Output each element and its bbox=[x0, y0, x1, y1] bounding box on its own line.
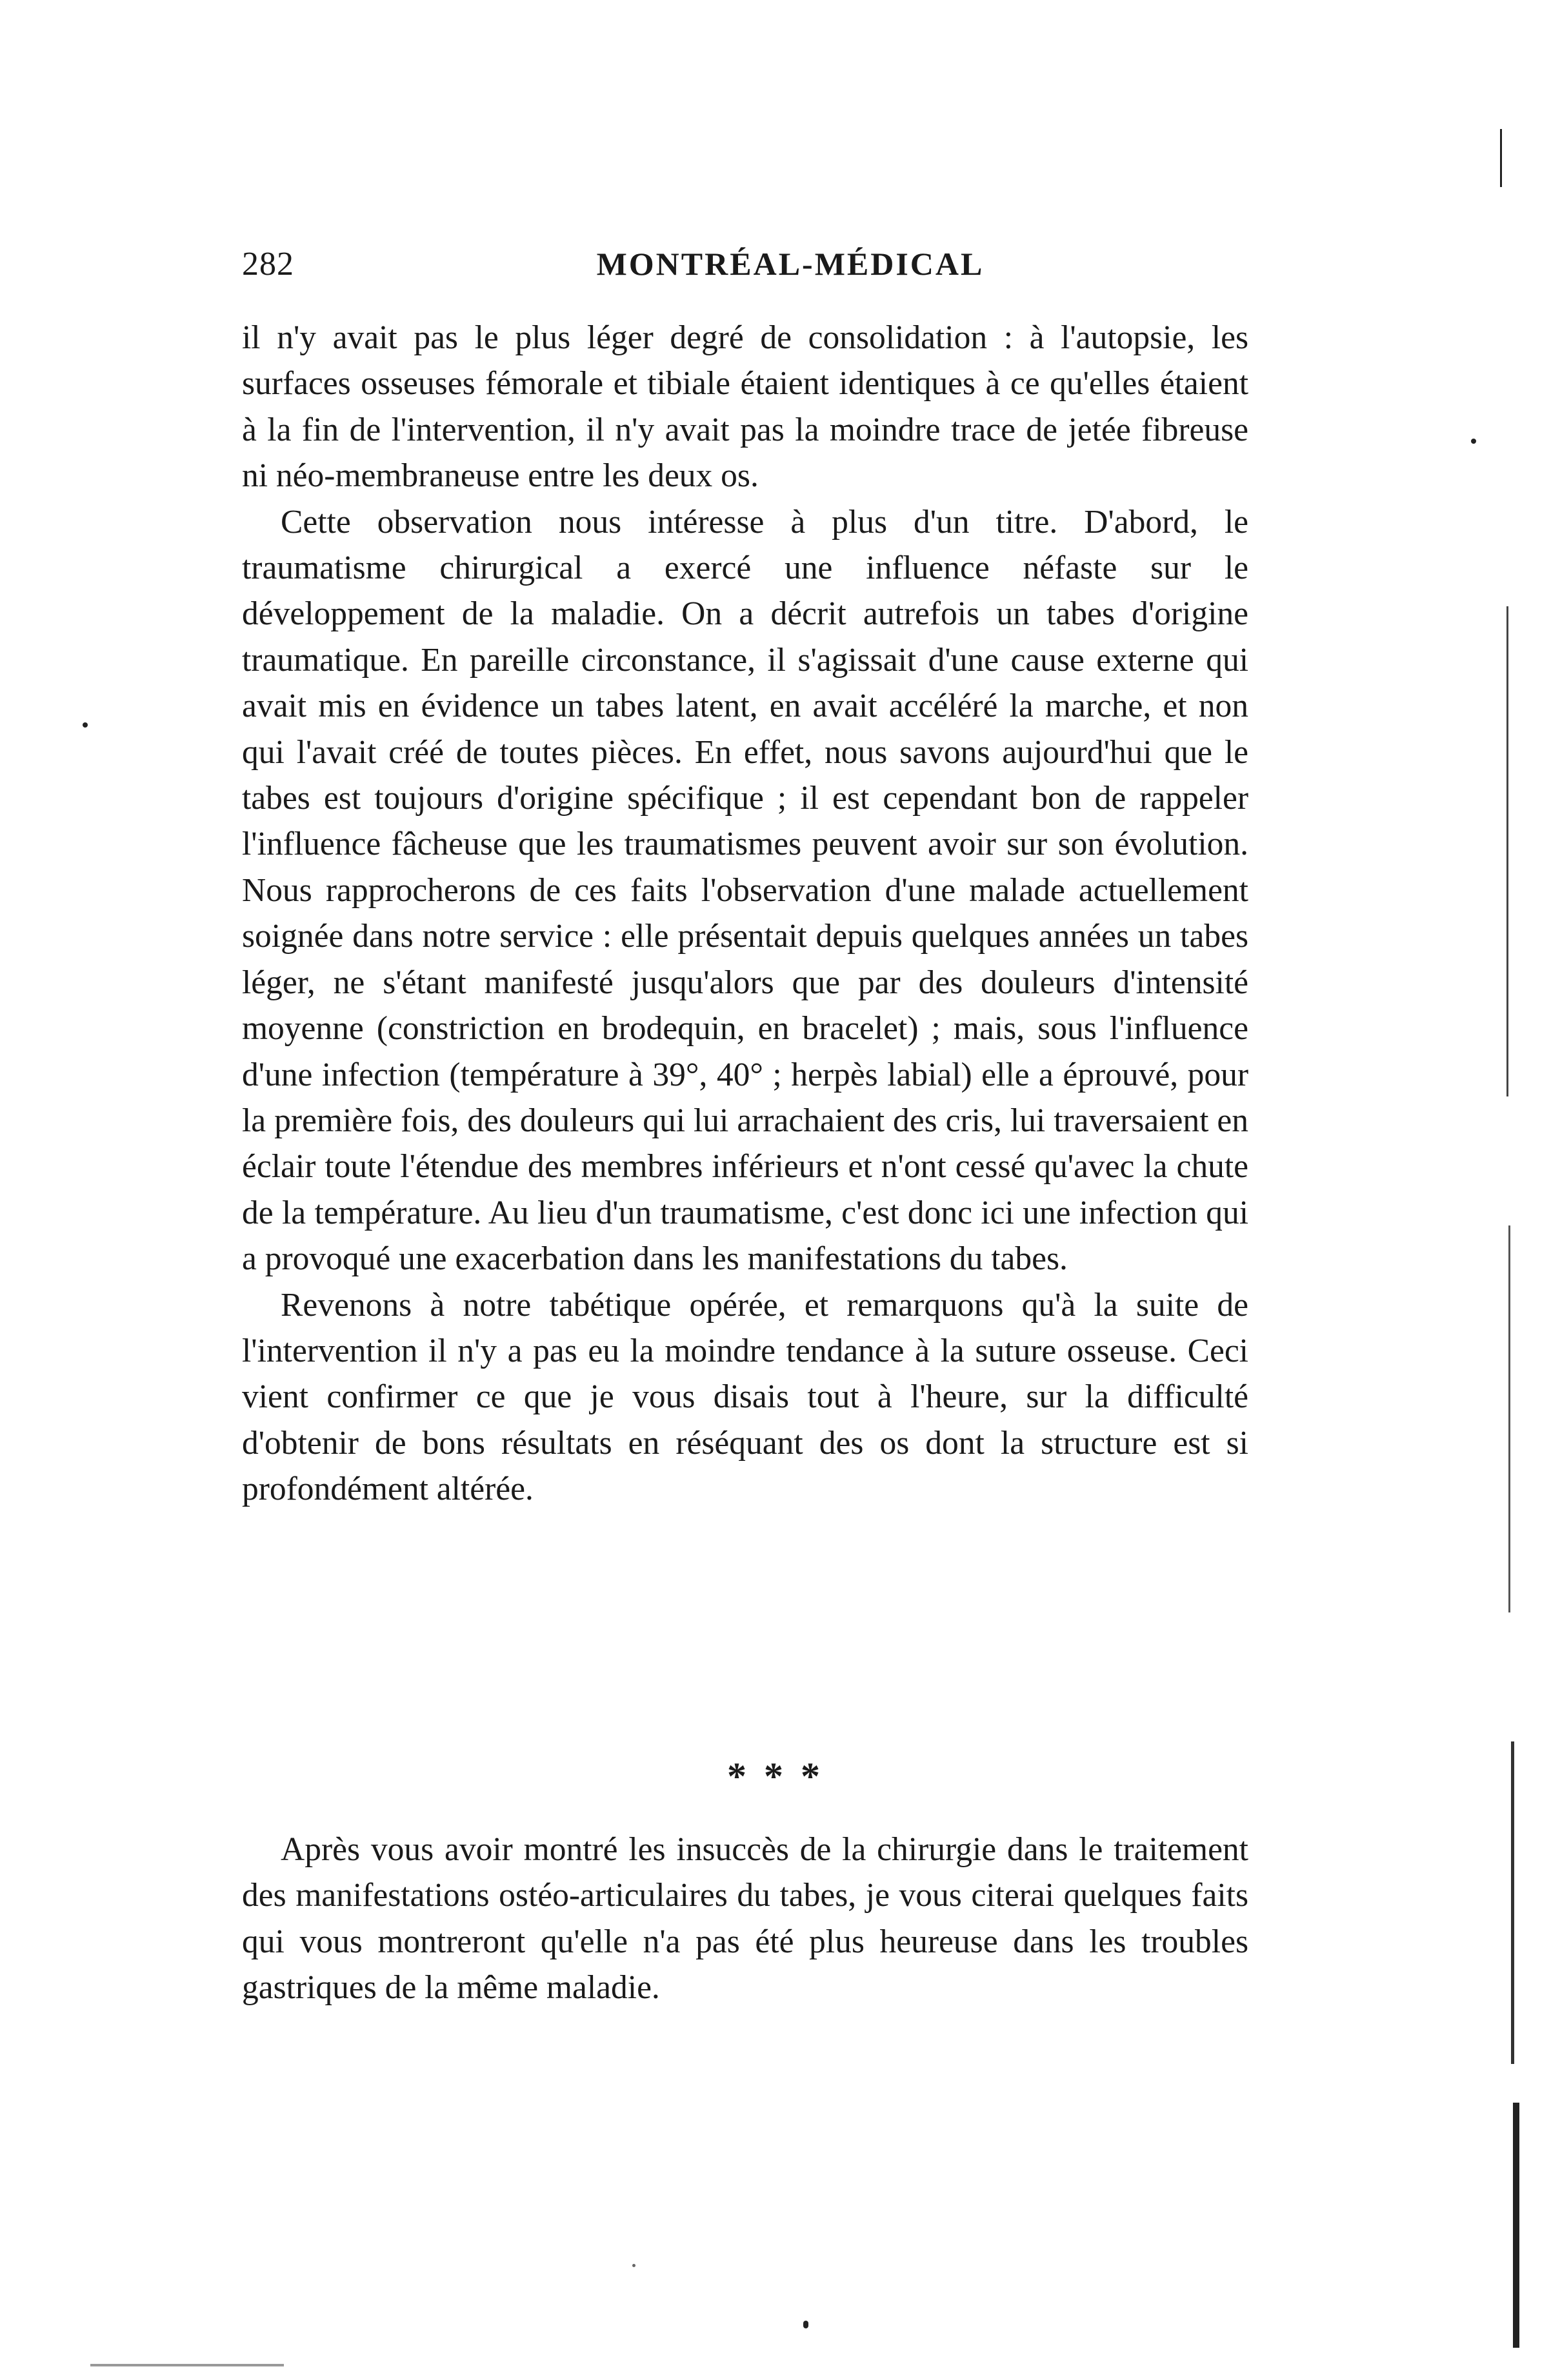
paragraph-continuation: il n'y avait pas le plus léger degré de consolidation : à l'autopsie, les surfaces osseuses fémorale et tibiale étaient identiques à ce qu'elles étaient à la fin de l'intervention, il n'y avait pas la moindre trace de jetée fibreuse ni néo-membraneuse entre les deux os. bbox=[242, 319, 1248, 495]
separator-asterisks: * * * bbox=[727, 1755, 824, 1798]
scan-edge-mark bbox=[1511, 1741, 1514, 2064]
page-header bbox=[242, 245, 1261, 297]
scan-smudge bbox=[90, 2364, 284, 2366]
scan-speck bbox=[803, 2321, 808, 2328]
page-number: 282 bbox=[242, 246, 294, 283]
paragraph-revenons: Revenons à notre tabétique opérée, et remarquons qu'à la suite de l'intervention il n'y a pas eu la moindre tendance à la suture osseuse. Ceci vient confirmer ce que je vous disais tout à l'heure, sur la difficulté d'obtenir de bons résultats en réséquant des os dont la structure est si profondément altérée. bbox=[242, 1286, 1248, 1508]
section-separator bbox=[0, 1754, 1551, 1799]
running-title: MONTRÉAL-MÉDICAL bbox=[596, 246, 985, 282]
scan-edge-mark bbox=[1513, 2103, 1519, 2348]
scan-speck bbox=[83, 722, 88, 728]
paragraph-observation: Cette observation nous intéresse à plus d'un titre. D'abord, le traumatisme chirurgical a exercé une influence néfaste sur le développement de la maladie. On a décrit autrefois un tabes d'origine traumatique. En pareille circonstance, il s'agissait d'une cause externe qui avait mis en évidence un tabes latent, en avait accéléré la marche, et non qui l'avait créé de toutes pièces. En effet, nous savons aujourd'hui que le tabes est toujours d'origine spécifique ; il est cependant bon de rappeler l'influence fâcheuse que les traumatismes peuvent avoir sur son évolution. Nous rapprocherons de ces faits l'observation d'une malade actuellement soignée dans notre service : elle présentait depuis quelques années un tabes léger, ne s'étant manifesté jusqu'alors que par des douleurs d'intensité moyenne (constriction en brodequin, en bracelet) ; mais, sous l'influence d'une infection (température à 39°, 40° ; herpès labial) elle a éprouvé, pour la première fois, des douleurs qui lui arrachaient des cris, lui traversaient en éclair toute l'étendue des membres inférieurs et n'ont cessé qu'avec la chute de la température. Au lieu d'un traumatisme, c'est donc ici une infection qui a provoqué une exacerbation dans les manifestations du tabes. bbox=[242, 503, 1248, 1278]
scan-edge-mark bbox=[1506, 606, 1508, 1096]
scan-edge-mark bbox=[1508, 1225, 1510, 1612]
scan-speck bbox=[632, 2264, 635, 2267]
closing-text bbox=[242, 1827, 1248, 2011]
paragraph-closing: Après vous avoir montré les insuccès de la chirurgie dans le traitement des manifestations ostéo-articulaires du tabes, je vous citerai quelques faits qui vous montreront qu'elle n'a pas été plus heureuse dans les troubles gastriques de la même maladie. bbox=[242, 1831, 1248, 2007]
main-text bbox=[242, 315, 1248, 1512]
scan-speck bbox=[1471, 439, 1476, 444]
scan-edge-mark bbox=[1500, 129, 1502, 187]
